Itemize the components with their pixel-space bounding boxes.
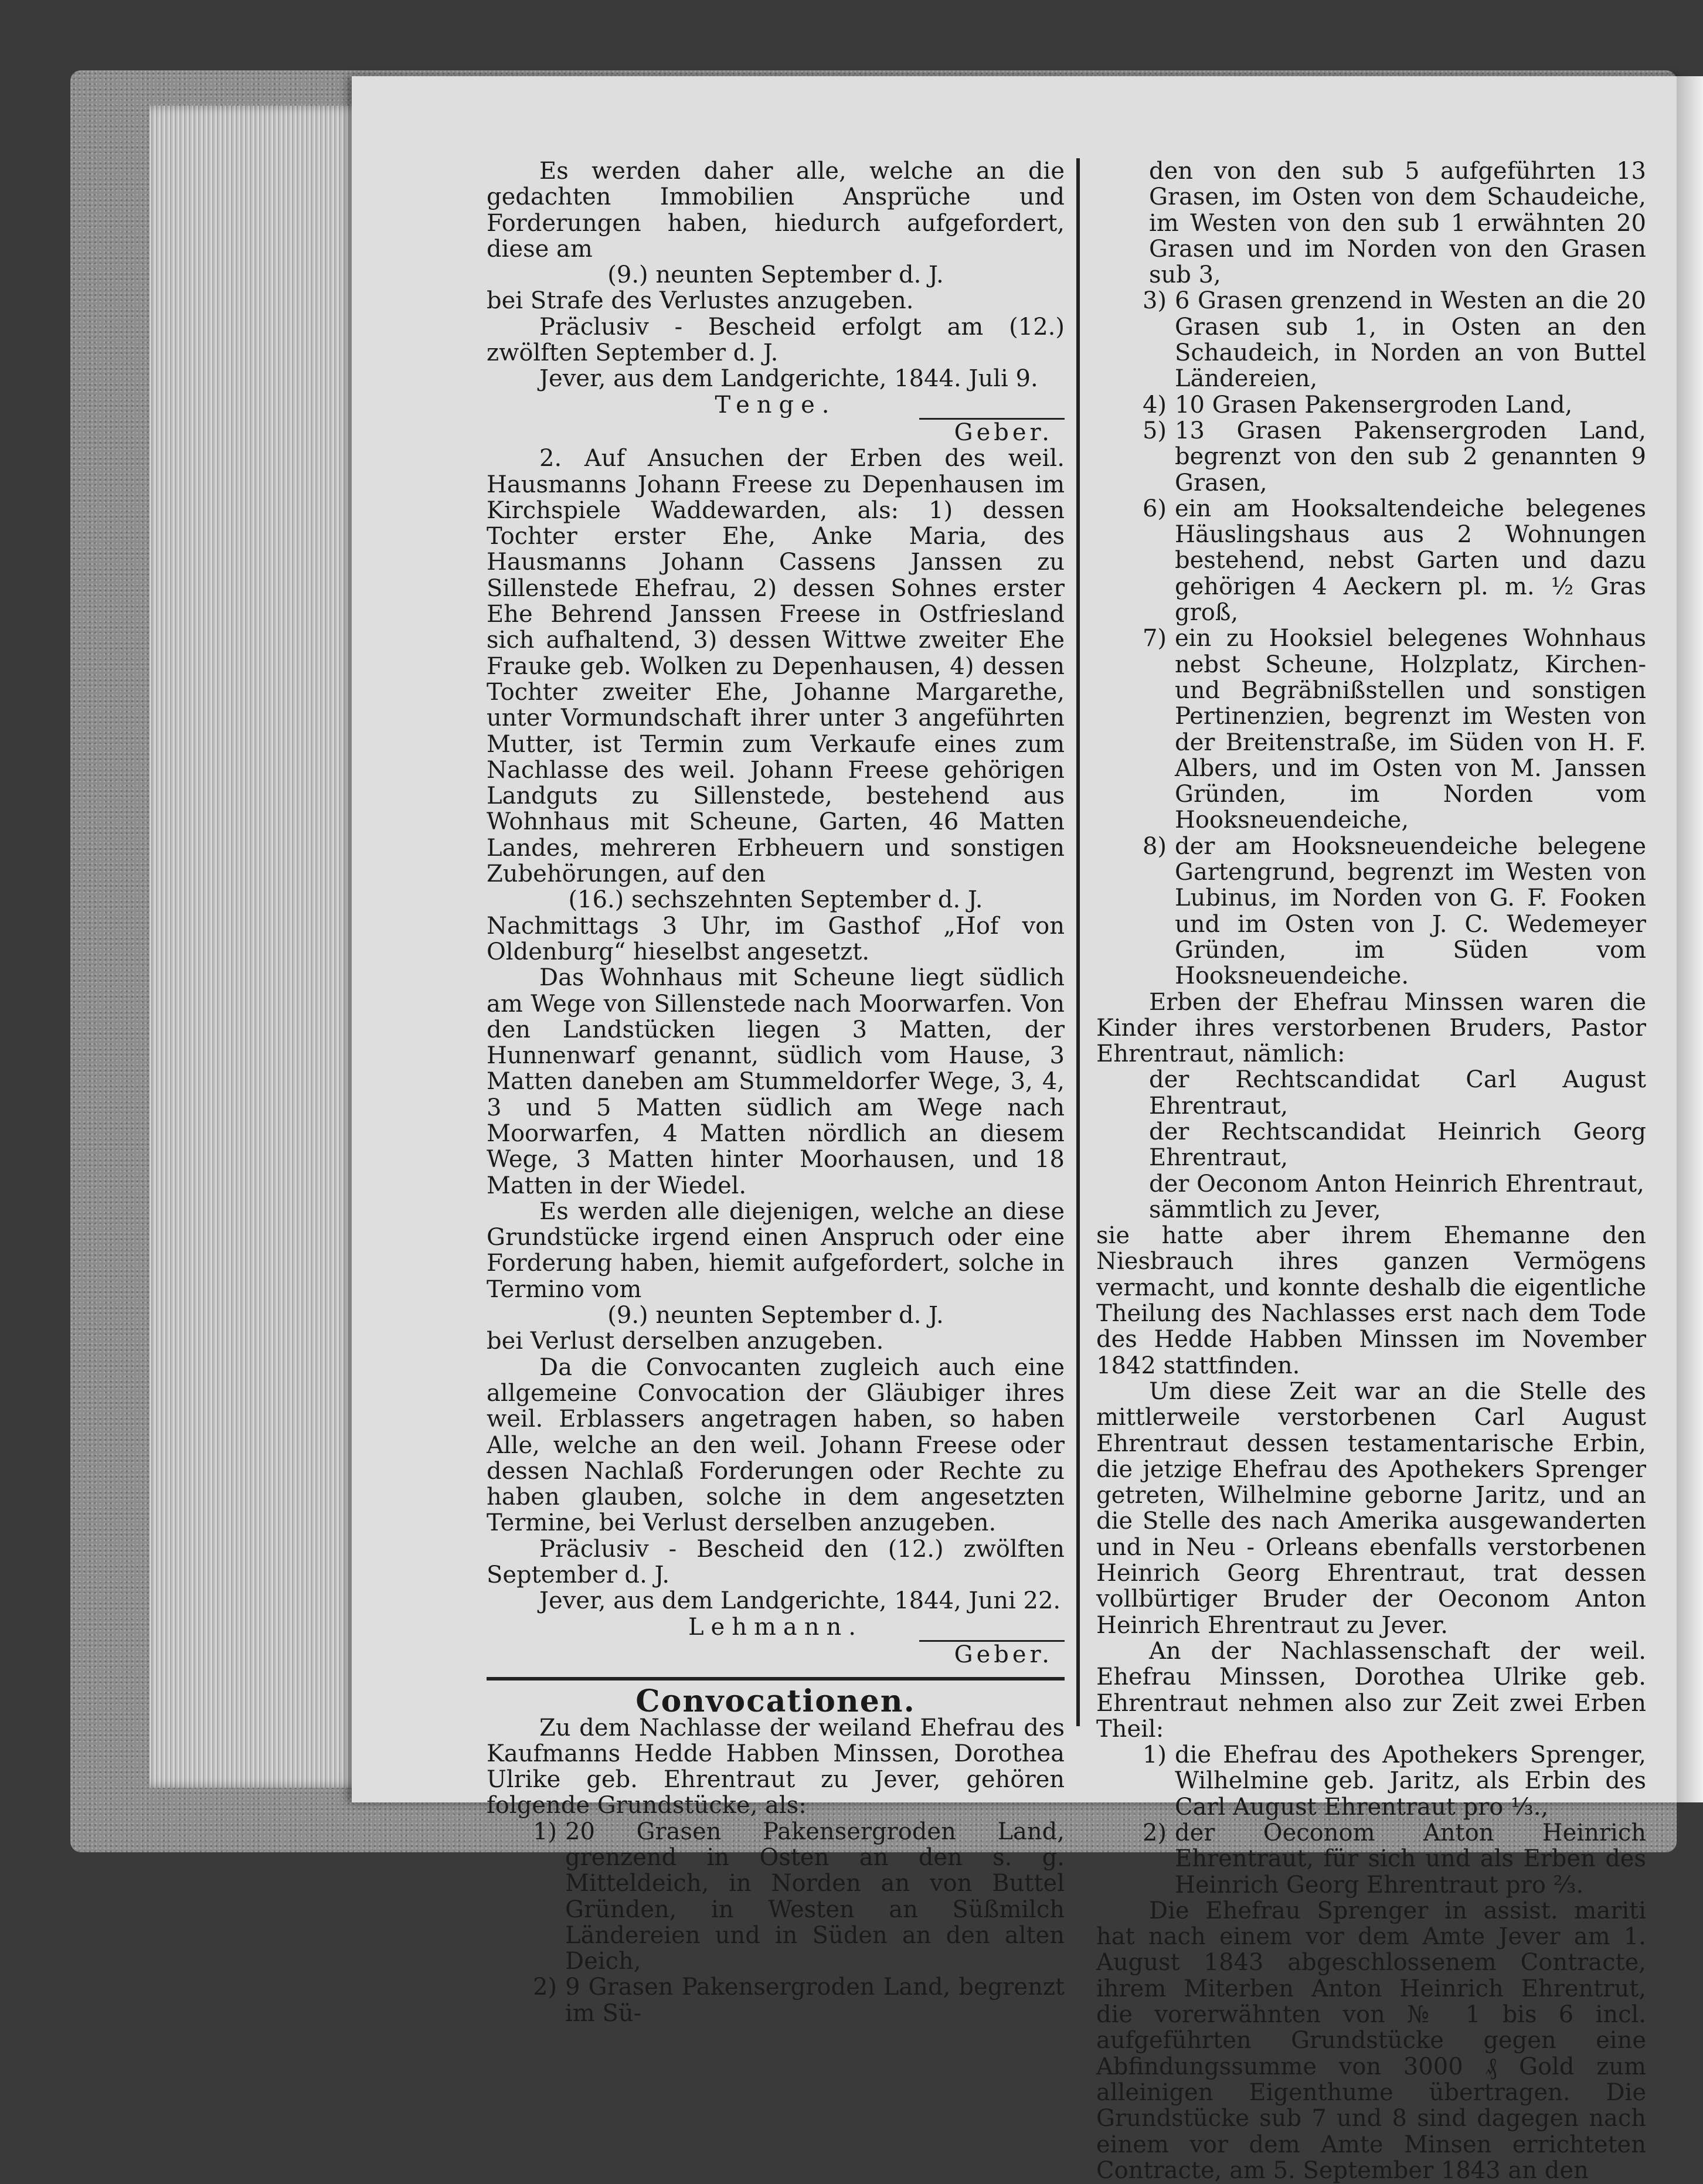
item-text: der am Hooksneuendeiche belegene Gartengrund, begrenzt im Westen von Lubinus, im Norden von G. F. Fooken und im Osten von J. C. Wedemeyer Gründen, im Süden vom Hooksneuendeiche.: [1175, 832, 1646, 990]
list-item: [1096, 496, 1646, 625]
item-text: der Oeconom Anton Heinrich Ehrentraut, für sich und als Erben des Heinrich Georg Ehrentraut pro ⅔.: [1175, 1819, 1646, 1899]
right-column: [1096, 158, 1646, 2183]
facing-page-edge: [1677, 76, 1703, 1802]
paragraph: 2. Auf Ansuchen der Erben des weil. Hausmanns Johann Freese zu Depenhausen im Kirchspiele Waddewarden, als: 1) dessen Tochter erster Ehe, Anke Maria, des Hausmanns Johann Cassens Janssen zu Sillenstede Ehefrau, 2) dessen Sohnes erster Ehe Behrend Janssen Freese in Ostfriesland sich aufhaltend, 3) dessen Wittwe zweiter Ehe Frauke geb. Wolken zu Depenhausen, 4) dessen Tochter zweiter Ehe, Johanne Margarethe, unter Vormundschaft ihrer unter 3 angeführten Mutter, ist Termin zum Verkaufe eines zum Nachlasse des weil. Johann Freese gehörigen Landguts zu Sillenstede, bestehend aus Wohnhaus mit Scheune, Garten, 46 Matten Landes, mehreren Erbheuern und sonstigen Zubehörungen, auf den: [487, 445, 1065, 888]
date-line: (16.) sechszehnten September d. J.: [568, 886, 983, 914]
date-line: (9.) neunten September d. J.: [607, 261, 944, 289]
paragraph: bei Verlust derselben anzugeben.: [487, 1328, 884, 1355]
item-number: 2): [532, 1974, 557, 2001]
list-item: [1096, 392, 1646, 418]
item-number: 2): [1142, 1819, 1167, 1846]
section-heading: Convocationen.: [487, 1677, 1065, 1714]
paragraph: Präclusiv - Bescheid den (12.) zwölften September d. J.: [487, 1535, 1065, 1589]
list-item: [1096, 625, 1646, 833]
paragraph: Das Wohnhaus mit Scheune liegt südlich am Wege von Sillenstede nach Moorwarfen. Von den Landstücken liegen 3 Matten, der Hunnenwarf genannt, südlich vom Hause, 3 Matten daneben am Stummeldorfer Wege, 3, 4, 3 und 5 Matten südlich am Wege nach Moorwarfen, 4 Matten nördlich an diesem Wege, 3 Matten hinter Moorhausen, und 18 Matten in der Wiedel.: [487, 964, 1065, 1199]
item-text: ein am Hooksaltendeiche belegenes Häuslingshaus aus 2 Wohnungen bestehend, nebst Garten und dazu gehörigen 4 Aeckern pl. m. ½ Gras groß,: [1175, 495, 1646, 627]
item-number: 1): [1142, 1741, 1167, 1769]
list-item: [1096, 1742, 1646, 1820]
list-item: [487, 1974, 1065, 2026]
place-date: Jever, aus dem Landgerichte, 1844, Juni 22.: [539, 1587, 1061, 1615]
paragraph: Erben der Ehefrau Minssen waren die Kinder ihres verstorbenen Bruders, Pastor Ehrentraut, nämlich:: [1096, 988, 1646, 1068]
geber-text: Geber.: [919, 1640, 1065, 1668]
item-text: 20 Grasen Pakensergroden Land, grenzend in Osten an den s. g. Mitteldeich, in Norden an von Buttel Gründen, in Westen an Süßmilch Ländereien und in Süden an den alten Deich,: [565, 1818, 1065, 1975]
paragraph: Um diese Zeit war an die Stelle des mittlerweile verstorbenen Carl August Ehrentraut dessen testamentarische Erbin, die jetzige Ehefrau des Apothekers Sprenger getreten, Wilhelmine geborne Jaritz, und an die Stelle des nach Amerika ausgewanderten und in Neu - Orleans ebenfalls verstorbenen Heinrich Georg Ehrentraut, trat dessen vollbürtiger Bruder der Oeconom Anton Heinrich Ehrentraut zu Jever.: [1096, 1377, 1646, 1639]
heir-line: der Oeconom Anton Heinrich Ehrentraut,: [1149, 1170, 1644, 1198]
item-number: 6): [1142, 495, 1167, 522]
list-item: [1096, 418, 1646, 496]
paragraph: bei Strafe des Verlustes anzugeben.: [487, 287, 914, 315]
list-item: [487, 1819, 1065, 1975]
signature-geber: [487, 1640, 1065, 1668]
signature: Lehmann.: [688, 1613, 863, 1641]
paragraph: sie hatte aber ihrem Ehemanne den Niesbrauch ihres ganzen Vermögens vermacht, und konnte deshalb die eigentliche Theilung des Nachlasses erst nach dem Tode des Hedde Habben Minssen im November 1842 stattfinden.: [1096, 1222, 1646, 1379]
paragraph: An der Nachlassenschaft der weil. Ehefrau Minssen, Dorothea Ulrike geb. Ehrentraut nehmen also zur Zeit zwei Erben Theil:: [1096, 1637, 1646, 1743]
heir-line: der Rechtscandidat Heinrich Georg Ehrentraut,: [1149, 1118, 1646, 1172]
paragraph: den von den sub 5 aufgeführten 13 Grasen, im Osten von dem Schaudeiche, im Westen von den sub 1 erwähnten 20 Grasen und im Norden von den Grasen sub 3,: [1149, 158, 1646, 289]
list-item: [1096, 288, 1646, 392]
place-date: Jever, aus dem Landgerichte, 1844. Juli 9.: [539, 365, 1038, 393]
paragraph: Es werden daher alle, welche an die gedachten Immobilien Ansprüche und Forderungen haben, hiedurch aufgefordert, diese am: [487, 158, 1065, 263]
geber-text: Geber.: [919, 418, 1065, 445]
list-item: [1096, 1820, 1646, 1898]
signature-geber: [487, 418, 1065, 445]
item-number: 7): [1142, 625, 1167, 652]
item-text: die Ehefrau des Apothekers Sprenger, Wilhelmine geb. Jaritz, als Erbin des Carl August Ehrentraut pro ⅓.,: [1175, 1741, 1646, 1821]
item-number: 1): [532, 1818, 557, 1845]
date-line: (9.) neunten September d. J.: [607, 1302, 944, 1329]
list-item: [1096, 834, 1646, 989]
item-number: 3): [1142, 287, 1167, 315]
left-column: [487, 158, 1065, 2026]
paragraph: Präclusiv - Bescheid erfolgt am (12.) zwölften September d. J.: [487, 313, 1065, 367]
paragraph: Nachmittags 3 Uhr, im Gasthof „Hof von Oldenburg“ hieselbst angesetzt.: [487, 912, 1065, 965]
item-text: 9 Grasen Pakensergroden Land, begrenzt im Sü-: [565, 1974, 1065, 2027]
item-number: 8): [1142, 832, 1167, 860]
paragraph: Die Ehefrau Sprenger in assist. mariti hat nach einem vor dem Amte Jever am 1. August 1843 abgeschlossenem Contracte, ihrem Miterben Anton Heinrich Ehrentrut, die vorerwähnten von № 1 bis 6 incl. aufgeführten Grundstücke gegen eine Abfindungssumme von 3000 ₰ Gold zum alleinigen Eigenthume übertragen. Die Grundstücke sub 7 und 8 sind dagegen nach einem vor dem Amte Minsen errichteten Contracte, am 5. September 1843 an den: [1096, 1897, 1646, 2184]
item-text: 6 Grasen grenzend in Westen an die 20 Grasen sub 1, in Osten an den Schaudeich, in Norden an von Buttel Ländereien,: [1175, 287, 1646, 393]
paragraph: Es werden alle diejenigen, welche an diese Grundstücke irgend einen Anspruch oder eine Forderung haben, hiemit aufgefordert, solche in Termino vom: [487, 1198, 1065, 1303]
item-text: ein zu Hooksiel belegenes Wohnhaus nebst Scheune, Holzplatz, Kirchen- und Begräbnißstellen und sonstigen Pertinenzien, begrenzt im Westen von der Breitenstraße, im Süden von H. F. Albers, und im Osten von M. Janssen Gründen, im Norden vom Hooksneuendeiche,: [1175, 625, 1646, 834]
page-edges: [149, 106, 366, 1788]
heir-line: sämmtlich zu Jever,: [1149, 1196, 1381, 1223]
heir-line: der Rechtscandidat Carl August Ehrentraut,: [1149, 1066, 1646, 1120]
item-text: 13 Grasen Pakensergroden Land, begrenzt von den sub 2 genannten 9 Grasen,: [1175, 417, 1646, 496]
item-number: 5): [1142, 417, 1167, 444]
column-divider: [1076, 158, 1080, 1726]
item-text: 10 Grasen Pakensergroden Land,: [1175, 391, 1573, 419]
paragraph: Zu dem Nachlasse der weiland Ehefrau des Kaufmanns Hedde Habben Minssen, Dorothea Ulrike geb. Ehrentraut zu Jever, gehören folgende Grundstücke, als:: [487, 1714, 1065, 1819]
paragraph: Da die Convocanten zugleich auch eine allgemeine Convocation der Gläubiger ihres weil. Erblassers angetragen haben, so haben Alle, welche an den weil. Johann Freese oder dessen Nachlaß Forderungen oder Rechte zu haben glauben, solche in dem angesetzten Termine, bei Verlust derselben anzugeben.: [487, 1353, 1065, 1537]
item-number: 4): [1142, 391, 1167, 419]
signature: Tenge.: [715, 391, 837, 419]
